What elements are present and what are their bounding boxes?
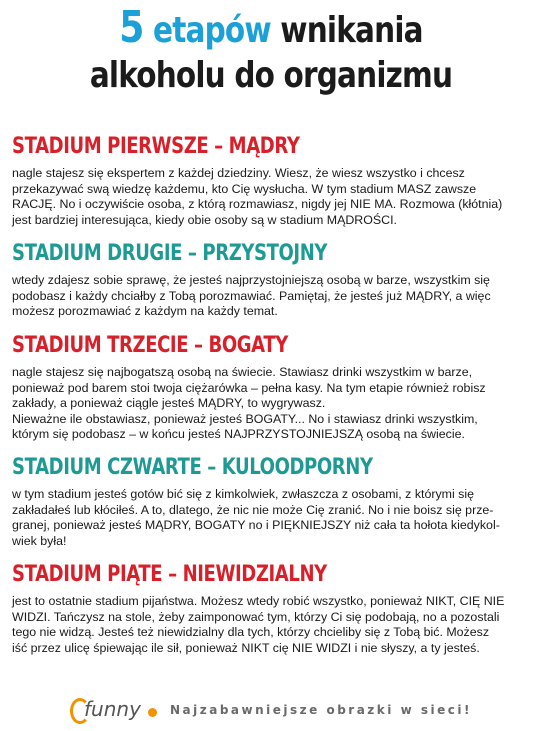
title-line-1 xyxy=(49,2,493,53)
stage-4 xyxy=(12,455,534,549)
stage-2-text: wtedy zdajesz sobie sprawę, że jesteś najprzystojniejszą osobą w barze, wszystkim się podobasz i każdy chciałby z Tobą porozmawiać. Pamiętaj, że jesteś już MĄDRY, a więc możesz porozmawiać z każdym na każdy temat. xyxy=(12,273,491,319)
footer xyxy=(0,694,542,730)
title-number: 5 xyxy=(119,2,144,53)
stage-4-text: w tym stadium jesteś gotów bić się z kimkolwiek, zwłaszcza z osobami, z którymi się zakładałeś lub kłóciłeś. A to, dlatego, że nic nie może Cię zranić. No i nie boisz się prze- granej, ponieważ jesteś MĄDRY, BOGATY no i PIĘKNIEJSZY niż cała ta hołota kiedykol- wiek była! xyxy=(12,487,500,548)
title-word-wnikania: wnikania xyxy=(280,10,423,51)
stage-5 xyxy=(12,562,534,656)
stage-1-text: nagle stajesz się ekspertem z każdej dziedziny. Wiesz, że wiesz wszystko i chcesz przekazywać swą wiedzę każdemu, kto Cię wysłucha. W tym stadium MASZ zawsze RACJĘ. No i oczywiście osoba, z którą rozmawiasz, nigdy jej NIE MA. Rozmowa (kłótnia) jest bardziej interesująca, kiedy obie osoby są w stadium MĄDROŚCI. xyxy=(12,166,503,227)
stage-4-title: STADIUM CZWARTE – KULOODPORNY xyxy=(12,455,373,480)
title-word-etapow: etapów xyxy=(152,10,271,51)
stage-5-text: jest to ostatnie stadium pijaństwa. Możesz wtedy robić wszystko, ponieważ NIKT, CIĘ NIE WIDZI. Tańczysz na stole, żeby zaimponować tym, którzy Ci się podobają, no a pozostali tego nie widzą. Jesteś też niewidzialny dla tych, którzy chcieliby się z Tobą bić. Możesz iść przez ulicę śpiewając ile sił, ponieważ NIKT cię NIE WIDZI i nie słyszy, a ty jesteś. xyxy=(12,594,505,655)
stage-1-title: STADIUM PIERWSZE – MĄDRY xyxy=(12,134,300,159)
tagline: Najzabawniejsze obrazki w sieci! xyxy=(170,703,472,717)
logo-dot-icon xyxy=(148,708,157,717)
stage-3 xyxy=(12,333,534,443)
page-title xyxy=(0,2,542,97)
title-line-2: alkoholu do organizmu xyxy=(89,55,453,96)
stage-2-title: STADIUM DRUGIE – PRZYSTOJNY xyxy=(12,241,328,266)
stage-3-title: STADIUM TRZECIE – BOGATY xyxy=(12,333,288,358)
stage-2 xyxy=(12,241,534,320)
stage-3-text: nagle stajesz się najbogatszą osobą na świecie. Stawiasz drinki wszystkim w barze, ponieważ pod barem stoi twoja ciężarówka – pełna kasy. Na tym etapie również robisz zakłady, a ponieważ ciągle jesteś MĄDRY, to wygrywasz. Nieważne ile obstawiasz, ponieważ jesteś BOGATY... No i stawiasz drinki wszystkim, którym się podobasz – w końcu jesteś NAJPRZYSTOJNIEJSZĄ osobą na świecie. xyxy=(12,365,486,442)
logo-text: funny xyxy=(84,697,141,721)
stage-1 xyxy=(12,134,534,228)
stage-5-title: STADIUM PIĄTE – NIEWIDZIALNY xyxy=(12,562,327,587)
site-logo[interactable] xyxy=(70,694,160,726)
